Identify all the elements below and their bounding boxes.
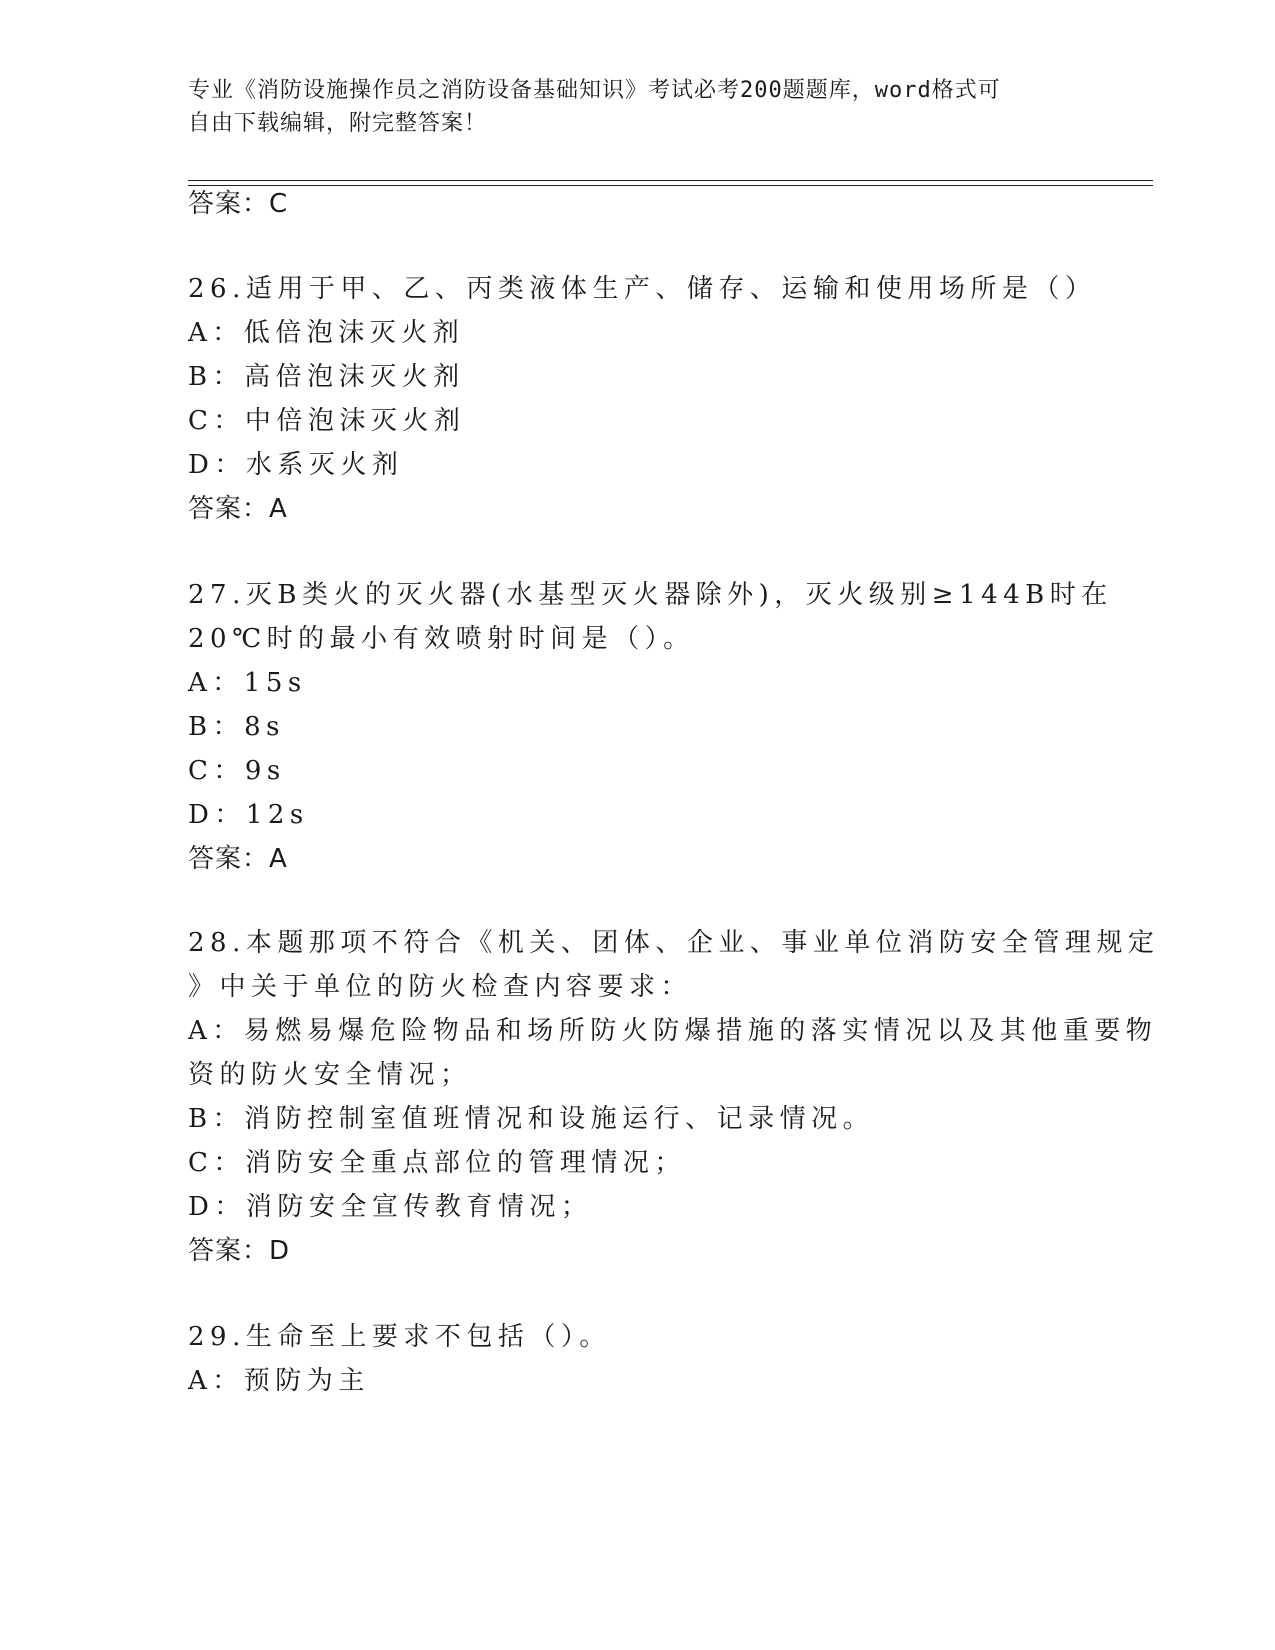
question-26-option-a: A：低倍泡沫灭火剂 [188,318,465,348]
header-divider-top [188,180,1153,181]
question-27-option-d: D：12s [188,800,309,830]
question-29-option-a: A：预防为主 [188,1366,370,1396]
answer-line: 答案：C [188,189,289,219]
question-28-option-a-line-1: A：易燃易爆危险物品和场所防火防爆措施的落实情况以及其他重要物 [188,1016,1158,1046]
question-29-stem: 29.生命至上要求不包括（）。 [188,1322,611,1352]
question-26-stem: 26.适用于甲、乙、丙类液体生产、储存、运输和使用场所是（） [188,274,1097,304]
header-line-1: 专业《消防设施操作员之消防设备基础知识》考试必考200题题库，word格式可 [188,78,1001,103]
question-28-option-b: B：消防控制室值班情况和设施运行、记录情况。 [188,1104,875,1134]
header-line-2: 自由下载编辑，附完整答案！ [188,111,488,136]
question-26-answer: 答案：A [188,494,288,524]
question-27-option-a: A：15s [188,668,307,698]
question-28-stem-line-2: 》中关于单位的防火检查内容要求： [188,972,693,1002]
question-28-stem-line-1: 28.本题那项不符合《机关、团体、企业、事业单位消防安全管理规定 [188,928,1160,958]
question-28-option-d: D：消防安全宣传教育情况； [188,1192,593,1222]
question-27-answer: 答案：A [188,844,288,874]
header-divider-bottom [188,185,1153,186]
question-26-option-c: C：中倍泡沫灭火剂 [188,406,466,436]
question-27-option-b: B：8s [188,712,285,742]
question-28-option-c: C：消防安全重点部位的管理情况； [188,1148,686,1178]
question-28-answer: 答案：D [188,1236,291,1266]
document-header [188,74,1068,140]
question-28-option-a-line-2: 资的防火安全情况； [188,1060,472,1090]
question-26-option-b: B：高倍泡沫灭火剂 [188,362,465,392]
question-26-option-d: D：水系灭火剂 [188,450,404,480]
question-27-stem-line-1: 27.灭B类火的灭火器(水基型灭火器除外)，灭火级别≥144B时在 [188,580,1113,610]
question-27-stem-line-2: 20℃时的最小有效喷射时间是（）。 [188,624,695,654]
question-27-option-c: C：9s [188,756,286,786]
